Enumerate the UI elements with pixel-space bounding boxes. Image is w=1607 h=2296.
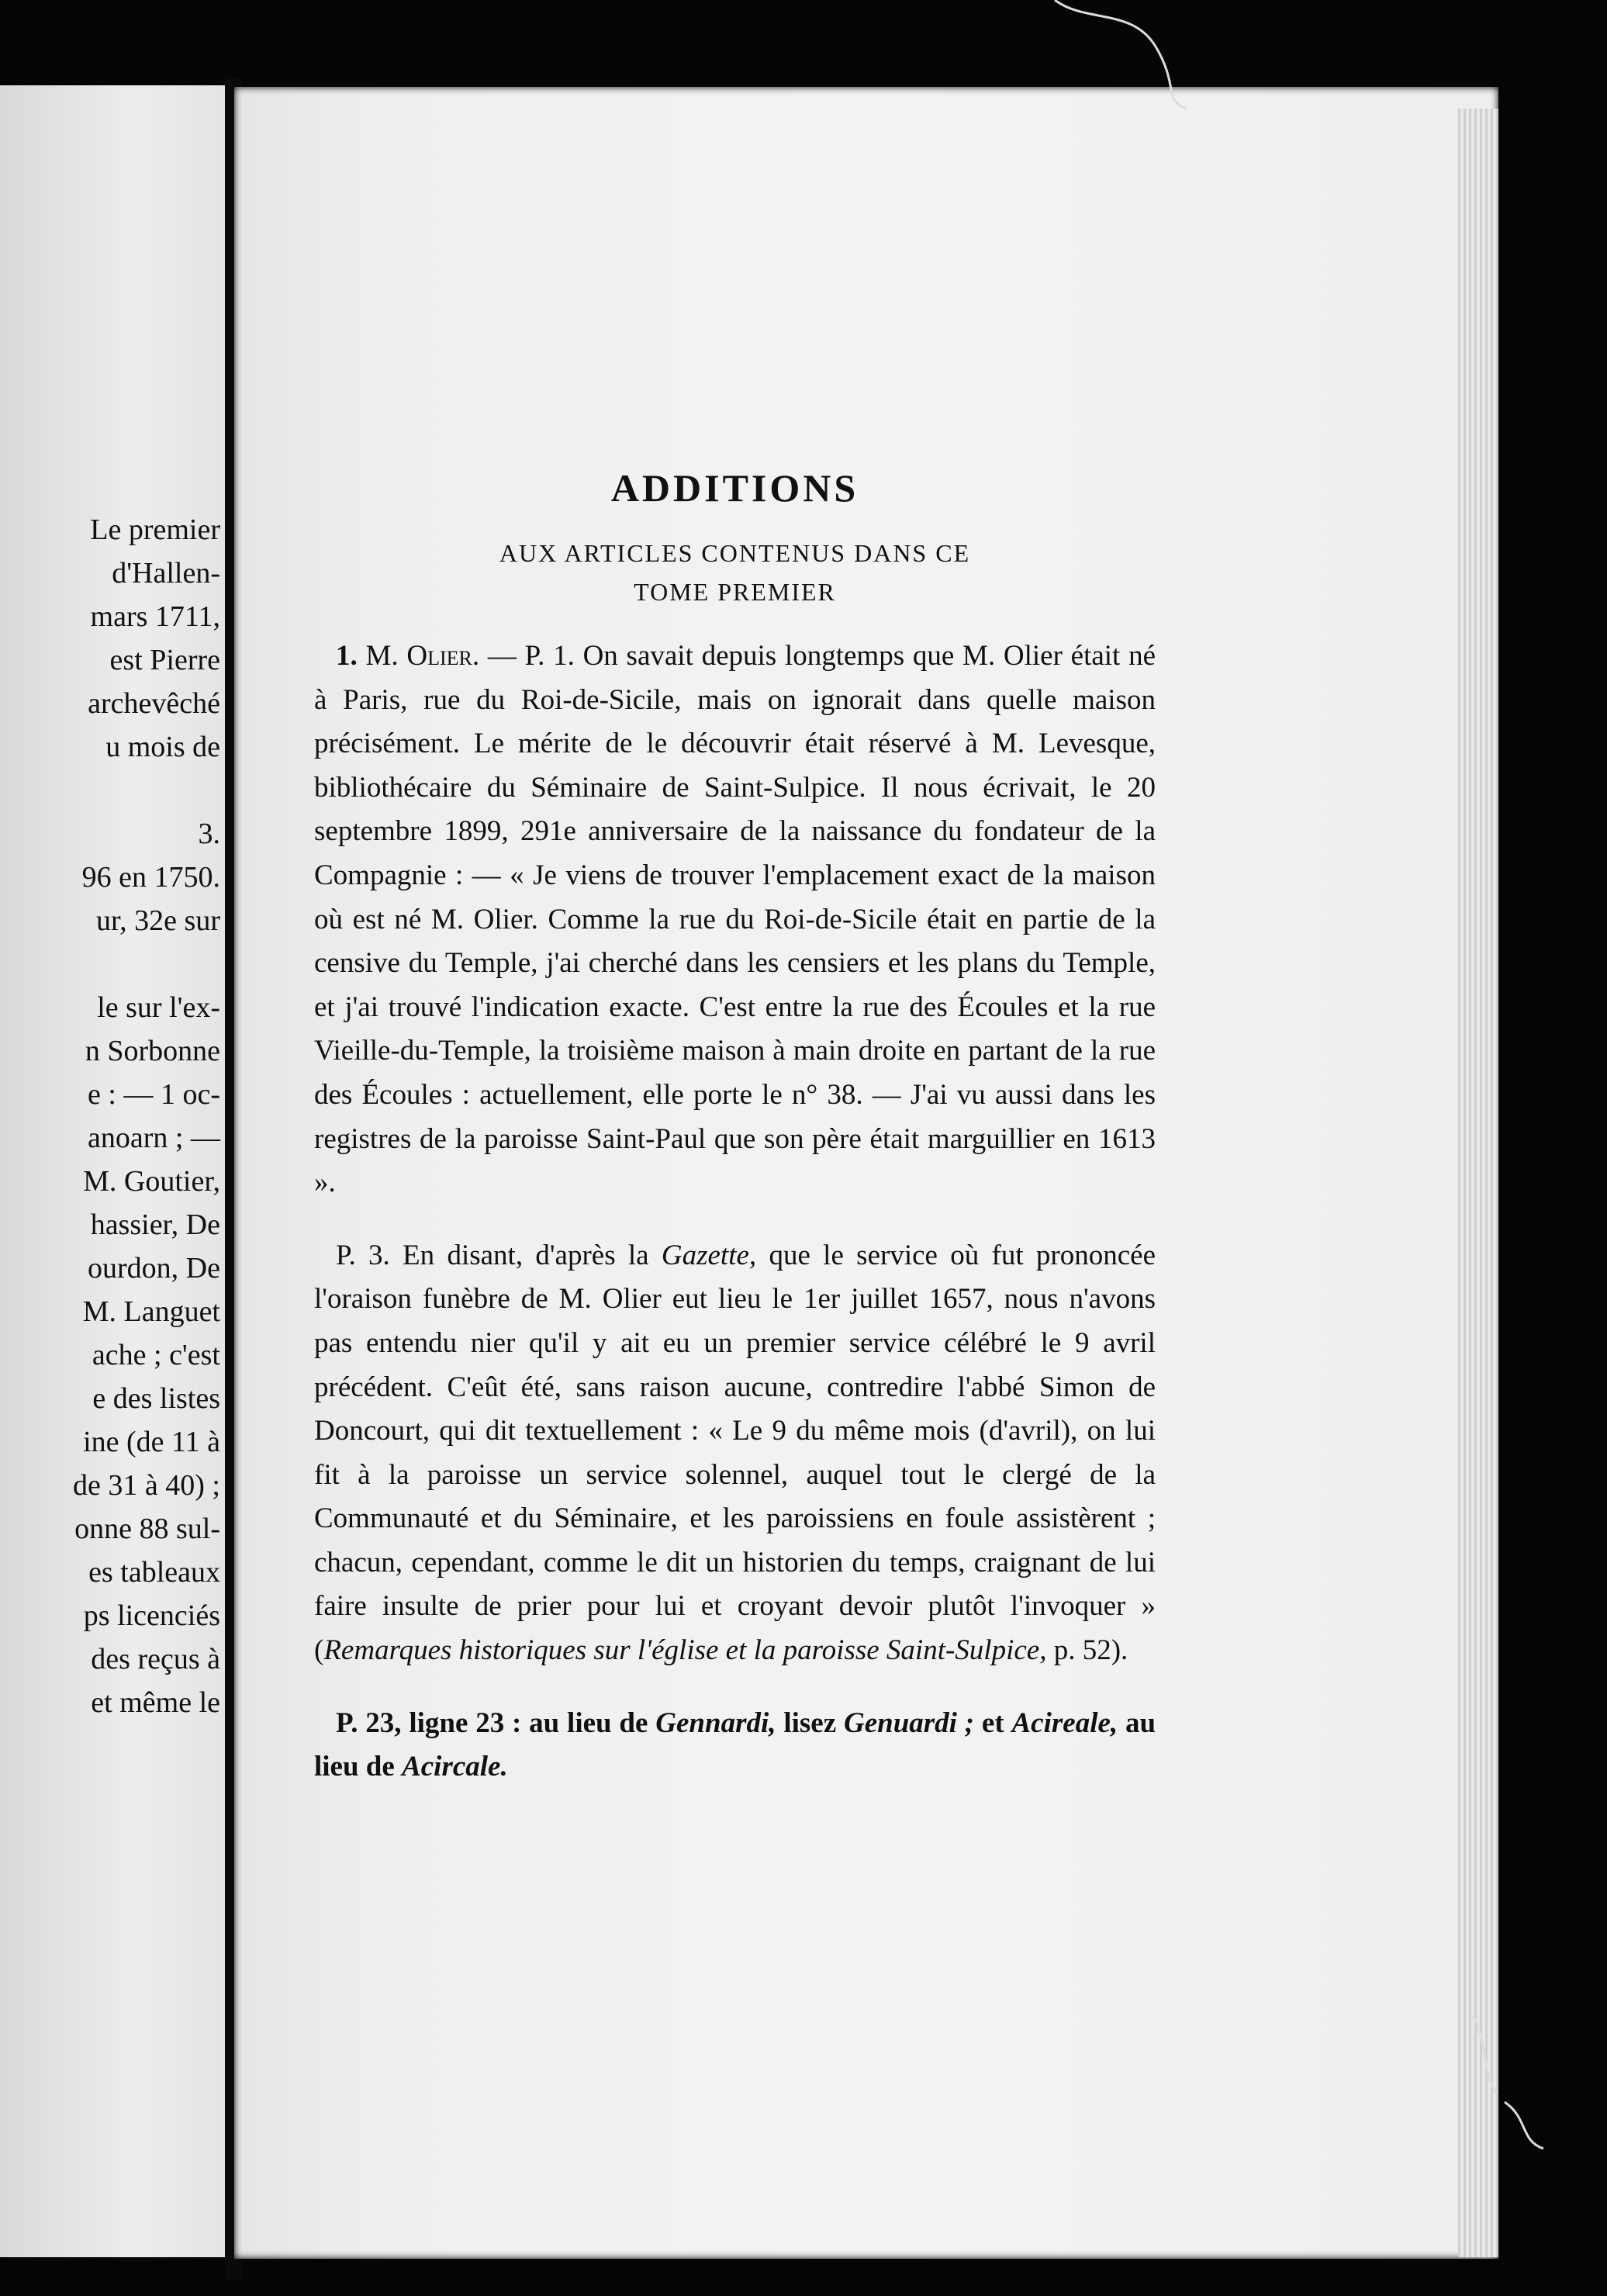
left-page-text [73,508,220,1724]
left-page-line: n Sorbonne [85,1035,220,1067]
left-page-line: 96 en 1750. [81,861,220,894]
left-page-line: ur, 32e sur [96,904,220,937]
left-page-line: u mois de [105,731,220,763]
paragraph-page-3 [314,1234,1156,1673]
text-span: et [981,1706,1004,1739]
page-edges [1458,109,1498,2257]
left-page-line: de 31 à 40) ; [73,1469,220,1502]
left-page-line: ache ; c'est [92,1339,220,1371]
left-page-line: mars 1711, [90,600,220,633]
left-page-line: es tableaux [88,1556,220,1589]
italic-word: Gennardi, [655,1706,776,1739]
scratch-mark-top [1039,0,1194,116]
left-page-line: Le premier [90,513,220,546]
left-page-line: hassier, De [90,1209,220,1241]
text-span: p. 52). [1053,1634,1128,1667]
subtitle-line-2: TOME PREMIER [634,578,836,606]
left-page-line: d'Hallen- [112,557,220,590]
left-page-line: le sur l'ex- [97,991,220,1024]
italic-gazette: Gazette, [661,1239,757,1271]
left-page-line: M. Languet [82,1295,220,1328]
text-span: P. 3. En disant, d'après la [336,1239,649,1271]
entry-text: — P. 1. On savait depuis longtemps que M. Olier était né à Paris, rue du Roi-de-Sicile, mais on ignorait dans quelle maison précisément. Le mérite de le découvrir était réservé à M. Levesque, bibliothécaire du Séminaire de Saint-Sulpice. Il nous écrivait, le 20 septembre 1899, 291e anniversaire de la naissance du fondateur de la Compagnie : — « Je viens de trouver l'emplacement exact de la maison où est né M. Olier. Comme la rue du Roi-de-Sicile était en partie de la censive du Temple, j'ai cherché dans les censiers et les plans du Temple, et j'ai trouvé l'indication exacte. C'est entre la rue des Écoules et la rue Vieille-du-Temple, la troisième maison à main droite en partant de la rue des Écoules : actuellement, elle porte le n° 38. — J'ai vu aussi dans les registres de la paroisse Saint-Paul que son père était marguillier en 1613 ». [314,640,1156,1199]
text-span: au lieu de [314,1706,1156,1783]
left-page-line: e : — 1 oc- [88,1078,220,1111]
left-page-line: e des listes [92,1382,220,1415]
text-span: P. 23, ligne 23 : au lieu de [336,1706,648,1739]
italic-word: Acireale, [1011,1706,1118,1739]
entry-number: 1. [336,640,358,672]
page-title: ADDITIONS [610,466,859,510]
paragraph-olier [314,635,1156,1205]
left-page-line: ine (de 11 à [83,1426,220,1458]
text-span: lisez [783,1706,837,1739]
left-page-line: ps licenciés [83,1599,220,1632]
italic-word: Genuardi ; [843,1706,975,1739]
additions-text [314,465,1156,1818]
left-page-line: onne 88 sul- [74,1513,220,1545]
left-page-line: et même le [91,1686,220,1719]
left-page-line: archevêché [88,687,220,720]
entry-name: M. Olier. [365,640,480,672]
text-span: que le service où fut prononcée l'oraison funèbre de M. Olier eut lieu le 1er juillet 1657, nous n'avons pas entendu nier qu'il y ait eu un premier service célébré le 9 avril précédent. C'eût été, sans raison aucune, contredire l'abbé Simon de Doncourt, qui dit textuellement : « Le 9 du même mois (d'avril), on lui fit à la paroisse un service solennel, auquel tout le clergé de la Communauté et du Séminaire, et les paroissiens en foule assistèrent ; chacun, cependant, comme le dit un historien du temps, craignant de lui faire insulte de prier pour lui et croyant devoir plutôt l'invoquer » ( [314,1239,1156,1667]
paragraph-page-23 [314,1702,1156,1789]
left-page-line: est Pierre [109,644,220,676]
italic-reference: Remarques historiques sur l'église et la paroisse Saint-Sulpice, [323,1634,1047,1667]
left-page-line: M. Goutier, [83,1165,220,1198]
subtitle-line-1: AUX ARTICLES CONTENUS DANS CE [499,539,971,567]
left-page-line [73,942,220,986]
left-page-line: 3. [198,818,220,850]
left-page-line: anoarn ; — [88,1122,220,1154]
left-page [0,85,225,2257]
left-page-line: ourdon, De [88,1252,220,1285]
scratch-mark-bottom [1458,2001,1574,2156]
left-page-line: des reçus à [91,1643,220,1675]
italic-word: Acircale. [402,1751,508,1783]
left-page-line [73,769,220,812]
